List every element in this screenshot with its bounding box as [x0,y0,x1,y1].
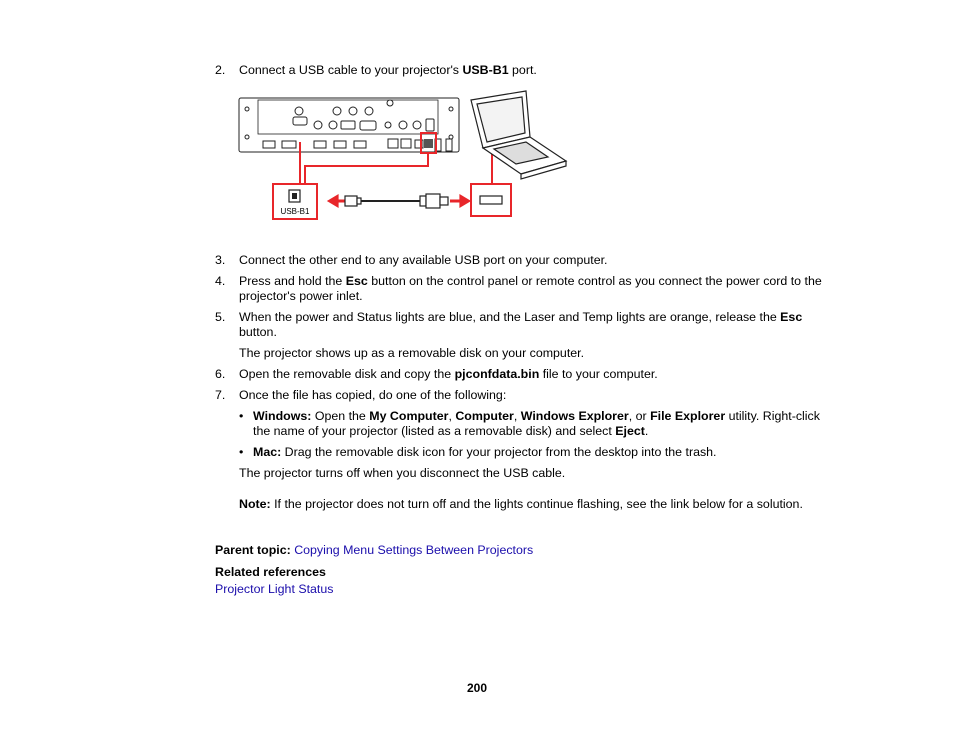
step-text: Connect the other end to any available USB port on your computer. [239,253,608,267]
step-number: 7. [215,388,226,402]
mac-instructions: Mac: Drag the removable disk icon for your projector from the desktop into the trash. [253,445,717,459]
related-references-heading: Related references [215,565,326,579]
bullet-icon: • [239,409,244,423]
step-number: 3. [215,253,226,267]
step-number: 6. [215,367,226,381]
step-text: Connect a USB cable to your projector's USB-B1 port. [239,63,537,77]
laptop-icon [471,91,566,179]
bullet-icon: • [239,445,244,459]
step-text: Once the file has copied, do one of the following: [239,388,507,402]
turns-off-text: The projector turns off when you disconnect the USB cable. [239,466,566,480]
step-number: 2. [215,63,226,77]
page-number: 200 [466,681,488,695]
usb-connection-illustration [238,89,568,228]
note: Note: If the projector does not turn off and the lights continue flashing, see the link below for a solution. [239,497,803,511]
step-number: 5. [215,310,226,324]
step-number: 4. [215,274,226,288]
usb-b1-label: USB-B1 [280,207,310,216]
step-text: When the power and Status lights are blue, and the Laser and Temp lights are orange, release the Esc button. [239,310,803,339]
step-text: Open the removable disk and copy the pjconfdata.bin file to your computer. [239,367,658,381]
related-reference-link[interactable]: Projector Light Status [215,582,334,596]
parent-topic: Parent topic: Copying Menu Settings Between Projectors [215,543,534,557]
parent-topic-link[interactable]: Copying Menu Settings Between Projectors [294,543,534,557]
usb-cable-icon [328,194,470,208]
windows-instructions: Windows: Open the My Computer, Computer, Windows Explorer, or File Explorer utility. Right-click the name of your projector (listed as a removable disk) and select Eject. [253,409,820,438]
step-text: Press and hold the Esc button on the control panel or remote control as you connect the power cord to the projector's power inlet. [239,274,822,303]
step-note: The projector shows up as a removable disk on your computer. [239,346,585,360]
